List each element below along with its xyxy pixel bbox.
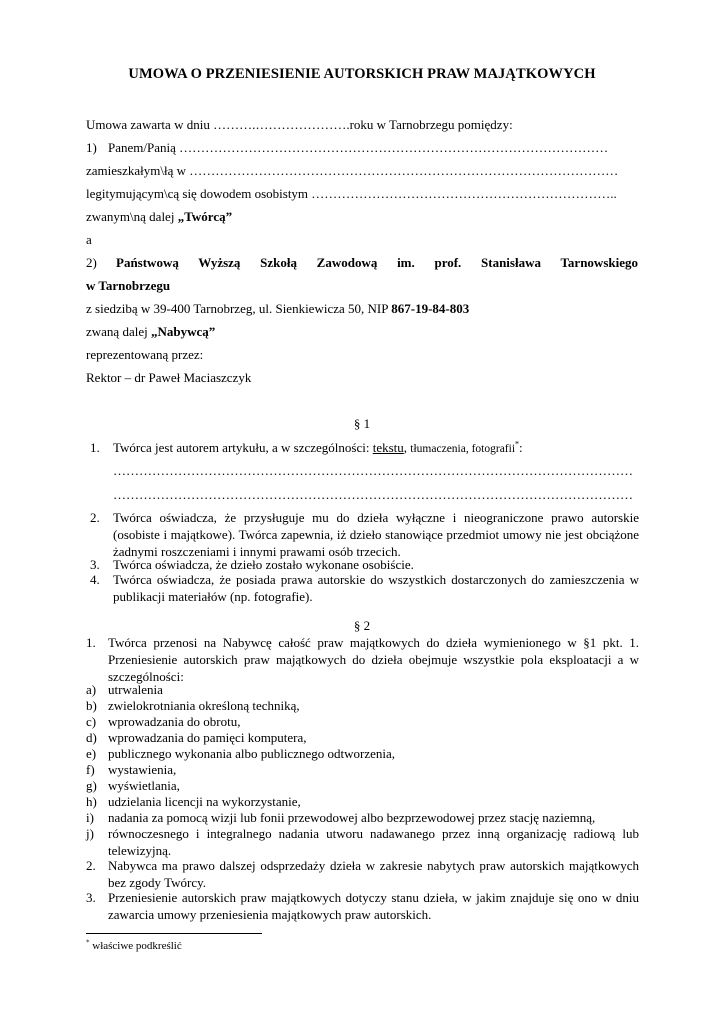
list-item-text: wprowadzania do pamięci komputera, [108,730,307,745]
sec1-item4-text: Twórca oświadcza, że posiada prawa autorskie do wszystkich dostarczonych do zamieszczenia w publikacji materiałów (np. fotografie). [113,572,639,604]
sec1-item1-number: 1. [90,440,100,455]
footnote-marker: * [515,439,520,449]
sec2-item3-number: 3. [86,890,96,905]
party2-seat-prefix: z siedzibą w 39-400 Tarnobrzeg, ul. Sienkiewicza 50, NIP [86,301,392,316]
option-rest: tłumaczenia, fotografii [410,443,516,455]
party2-nip: 867-19-84-803 [391,301,470,316]
sec1-item1-text [113,439,523,458]
list-item-letter: j) [86,826,94,841]
option-separator: , [403,440,411,455]
party2-rector: Rektor – dr Paweł Maciaszczyk [86,370,252,385]
list-item-letter: d) [86,730,97,745]
list-item-text: wprowadzania do obrotu, [108,714,241,729]
list-item-letter: a) [86,682,97,697]
footnote-text: właściwe podkreślić [89,940,182,952]
party1-number: 1) [86,140,97,155]
footnote-separator [86,933,262,934]
sec1-item1-lead: Twórca jest autorem artykułu, a w szczególności: [113,440,373,455]
party2-called-prefix: zwaną dalej [86,324,151,339]
sec1-item2-text: Twórca oświadcza, że przysługuje mu do dzieła wyłączne i nieograniczone prawo autorskie (osobiste i majątkowe). Twórca zapewnia, iż dzieło stanowiące przedmiot umowy nie jest obciążone żadnymi roszczeniami i innymi prawami osób trzecich. [113,510,639,559]
sec2-item1-number: 1. [86,635,96,650]
party1-address-line: zamieszkałym\łą w ……………………………………………………………………………………… [86,163,619,178]
option-text-underlined: tekstu [372,440,404,455]
party2-called-name: „Nabywcą” [150,324,216,339]
list-item-text: wystawienia, [108,762,177,777]
list-item-letter: i) [86,810,94,825]
party1-called-name: „Twórcą” [177,209,233,224]
party2-seat-line [86,300,469,317]
list-item-text: zwielokrotniania określoną techniką, [108,698,300,713]
party1-name-line: Panem/Panią ……………………………………………………………………………………… [108,140,609,155]
party2-name-part1: Państwową Wyższą Szkołą Zawodową im. prof. Stanisława Tarnowskiego [116,255,638,270]
list-item-text: publicznego wykonania albo publicznego odtworzenia, [108,746,395,761]
document-title: UMOWA O PRZENIESIENIE AUTORSKICH PRAW MAJĄTKOWYCH [128,66,596,82]
list-item-letter: g) [86,778,97,793]
party1-id-line: legitymującym\cą się dowodem osobistym …………………………………………………………….. [86,186,617,201]
list-item-text: nadania za pomocą wizji lub fonii przewodowej albo bezprzewodowej przez stację naziemną, [108,810,596,825]
list-item-letter: f) [86,762,95,777]
sec2-item2-text: Nabywca ma prawo dalszej odsprzedaży dzieła w zakresie nabytych praw autorskich majątkowych bez zgody Twórcy. [108,858,639,890]
sec1-item1-colon: : [519,440,523,455]
sec1-item4-number: 4. [90,572,100,587]
sec2-item2-number: 2. [86,858,96,873]
party2-number: 2) [86,255,97,270]
section2-heading: § 2 [353,618,371,633]
sec2-item1-text: Twórca przenosi na Nabywcę całość praw majątkowych do dzieła wymienionego w §1 pkt. 1. Przeniesienie autorskich praw majątkowych do dzieła obejmuje wszystkie pola eksploatacji a w szczególności: [108,635,639,684]
sec1-item2-number: 2. [90,510,100,525]
party2-called-line [86,323,215,340]
sec1-item3-text: Twórca oświadcza, że dzieło zostało wykonane osobiście. [113,557,414,572]
party2-name-part2: w Tarnobrzegu [86,278,171,293]
list-item-letter: e) [86,746,97,761]
sec1-dotted-line-1: ………………………………………………………………………………………………………… [113,463,633,478]
party1-called-prefix: zwanym\ną dalej [86,209,178,224]
party2-represented: reprezentowaną przez: [86,347,204,362]
list-item-letter: b) [86,698,97,713]
list-item-text: wyświetlania, [108,778,180,793]
sec2-item3-text: Przeniesienie autorskich praw majątkowych dotyczy stanu dzieła, w jakim znajduje się ono w dniu zawarcia umowy przeniesienia majątkowych praw autorskich. [108,890,639,922]
sec1-dotted-line-2: ………………………………………………………………………………………………………… [113,487,633,502]
footnote [86,938,182,955]
section1-heading: § 1 [353,416,371,431]
conjunction: a [86,232,92,247]
list-item-letter: c) [86,714,97,729]
list-item-text: utrwalenia [108,682,163,697]
list-item-text: udzielania licencji na wykorzystanie, [108,794,301,809]
list-item-letter: h) [86,794,97,809]
sec1-item3-number: 3. [90,557,100,572]
footnote-star: * [86,938,90,947]
party1-called-line [86,208,232,225]
list-item-text: równoczesnego i integralnego nadania utworu nadawanego przez inną organizację radiową lub telewizyjną. [108,826,639,858]
intro-line: Umowa zawarta w dniu ……….………………….roku w Tarnobrzegu pomiędzy: [86,117,513,132]
